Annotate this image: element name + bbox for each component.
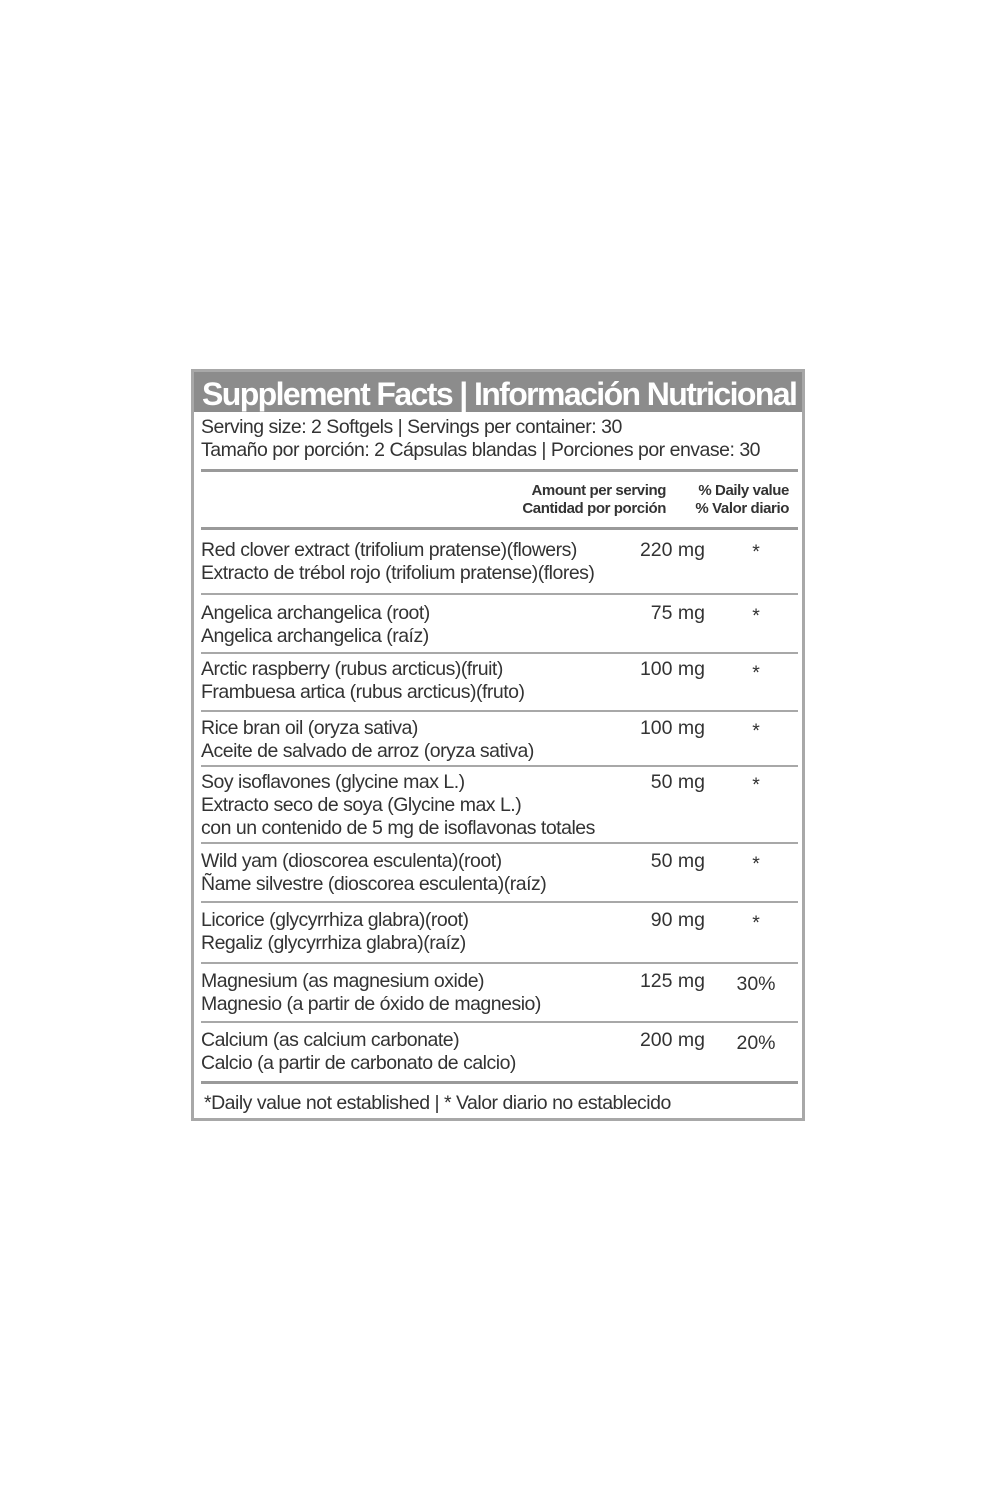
row-divider bbox=[201, 842, 798, 844]
row-name-soy-isoflavones bbox=[201, 771, 595, 840]
row-amount-wild-yam: 50 mg bbox=[650, 850, 705, 872]
row-name-line: Extracto seco de soya (Glycine max L.) bbox=[201, 794, 522, 816]
row-dv-soy-isoflavones: * bbox=[752, 774, 760, 796]
row-dv-wild-yam: * bbox=[752, 853, 760, 875]
row-dv-magnesium: 30% bbox=[736, 973, 776, 995]
amount-header bbox=[522, 482, 666, 518]
daily-value-header bbox=[695, 482, 789, 518]
row-name-line: Rice bran oil (oryza sativa) bbox=[201, 717, 418, 739]
row-divider bbox=[201, 1021, 798, 1023]
row-amount-soy-isoflavones: 50 mg bbox=[650, 771, 705, 793]
row-name-line: Red clover extract (trifolium pratense)(flowers) bbox=[201, 539, 577, 561]
row-divider bbox=[201, 901, 798, 903]
row-name-magnesium bbox=[201, 970, 541, 1016]
row-amount-licorice: 90 mg bbox=[650, 909, 705, 931]
daily-value-header-es: % Valor diario bbox=[695, 500, 789, 517]
row-dv-licorice: * bbox=[752, 912, 760, 934]
row-amount-magnesium: 125 mg bbox=[639, 970, 705, 992]
row-name-line: Licorice (glycyrrhiza glabra)(root) bbox=[201, 909, 469, 931]
row-name-arctic-raspberry bbox=[201, 658, 525, 704]
amount-header-en: Amount per serving bbox=[531, 482, 666, 499]
row-name-wild-yam bbox=[201, 850, 546, 896]
row-name-line: Angelica archangelica (raíz) bbox=[201, 625, 429, 647]
row-amount-red-clover: 220 mg bbox=[639, 539, 705, 561]
row-dv-calcium: 20% bbox=[736, 1032, 776, 1054]
row-divider bbox=[201, 593, 798, 595]
footnote: *Daily value not established | * Valor diario no establecido bbox=[204, 1092, 671, 1114]
row-divider bbox=[201, 765, 798, 767]
row-dv-arctic-raspberry: * bbox=[752, 662, 760, 684]
row-amount-rice-bran-oil: 100 mg bbox=[639, 717, 705, 739]
divider-bottom bbox=[201, 1081, 798, 1084]
row-name-calcium bbox=[201, 1029, 516, 1075]
serving-info bbox=[201, 416, 760, 462]
row-name-line: Arctic raspberry (rubus arcticus)(fruit) bbox=[201, 658, 503, 680]
row-name-line: Soy isoflavones (glycine max L.) bbox=[201, 771, 465, 793]
row-amount-calcium: 200 mg bbox=[639, 1029, 705, 1051]
row-name-red-clover bbox=[201, 539, 594, 585]
row-name-line: Aceite de salvado de arroz (oryza sativa) bbox=[201, 740, 534, 762]
divider-top bbox=[201, 469, 798, 472]
panel-title: Supplement Facts | Información Nutricional bbox=[194, 372, 802, 412]
row-name-line: Calcium (as calcium carbonate) bbox=[201, 1029, 460, 1051]
row-name-line: Ñame silvestre (dioscorea esculenta)(raíz) bbox=[201, 873, 547, 895]
row-name-line: Extracto de trébol rojo (trifolium pratense)(flores) bbox=[201, 562, 595, 584]
row-name-rice-bran-oil bbox=[201, 717, 534, 763]
row-dv-red-clover: * bbox=[752, 541, 760, 563]
row-name-line: Regaliz (glycyrrhiza glabra)(raíz) bbox=[201, 932, 466, 954]
row-dv-rice-bran-oil: * bbox=[752, 720, 760, 742]
row-name-line: Magnesium (as magnesium oxide) bbox=[201, 970, 485, 992]
row-divider bbox=[201, 652, 798, 654]
row-name-line: con un contenido de 5 mg de isoflavonas totales bbox=[201, 817, 595, 839]
daily-value-header-en: % Daily value bbox=[698, 482, 789, 499]
row-name-line: Frambuesa artica (rubus arcticus)(fruto) bbox=[201, 681, 525, 703]
row-name-angelica bbox=[201, 602, 430, 648]
row-name-line: Magnesio (a partir de óxido de magnesio) bbox=[201, 993, 541, 1015]
row-name-line: Calcio (a partir de carbonato de calcio) bbox=[201, 1052, 516, 1074]
amount-header-es: Cantidad por porción bbox=[522, 500, 666, 517]
row-name-line: Angelica archangelica (root) bbox=[201, 602, 430, 624]
row-name-line: Wild yam (dioscorea esculenta)(root) bbox=[201, 850, 502, 872]
supplement-facts-panel bbox=[191, 369, 805, 1121]
row-amount-angelica: 75 mg bbox=[650, 602, 705, 624]
row-name-licorice bbox=[201, 909, 469, 955]
row-amount-arctic-raspberry: 100 mg bbox=[639, 658, 705, 680]
row-dv-angelica: * bbox=[752, 605, 760, 627]
serving-line-es: Tamaño por porción: 2 Cápsulas blandas | Porciones por envase: 30 bbox=[201, 439, 761, 461]
row-divider bbox=[201, 962, 798, 964]
row-divider bbox=[201, 710, 798, 712]
serving-line-en: Serving size: 2 Softgels | Servings per container: 30 bbox=[201, 416, 622, 438]
divider-header bbox=[201, 527, 798, 530]
